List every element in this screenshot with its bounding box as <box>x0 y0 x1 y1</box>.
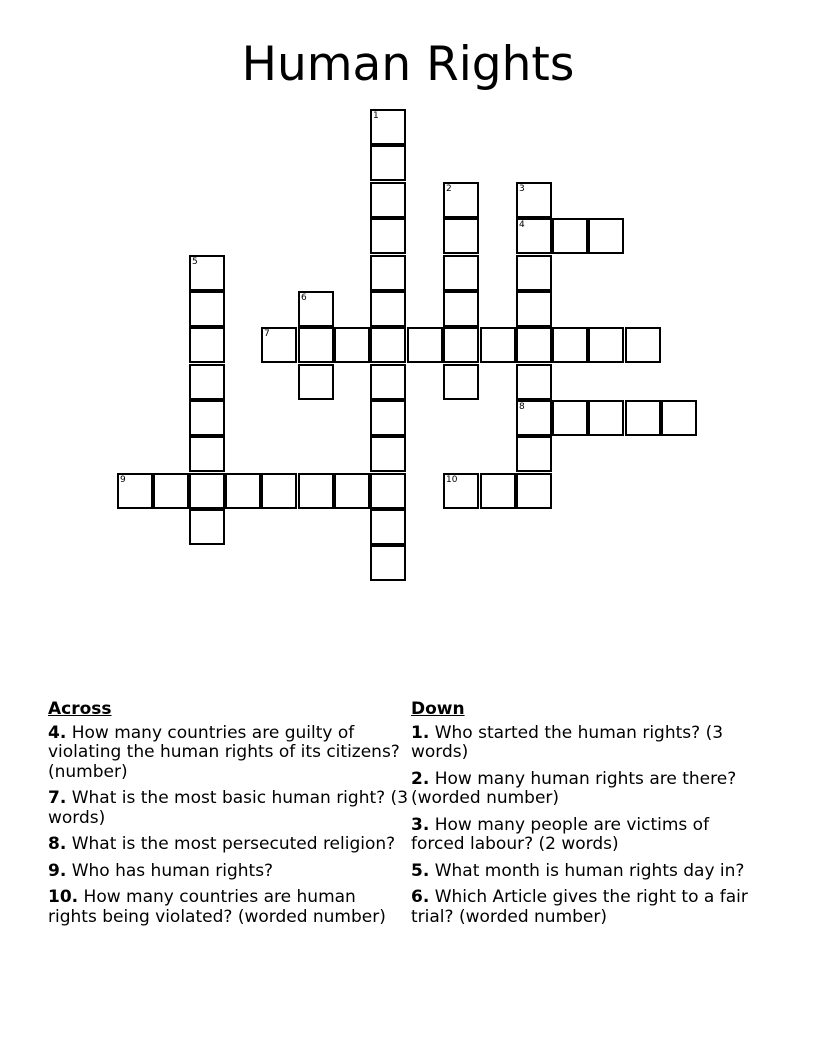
across-clue-10 <box>48 888 408 927</box>
clue-text: Who started the human rights? (3 words) <box>411 722 724 762</box>
clue-number: 6. <box>411 887 430 907</box>
grid-cell[interactable] <box>298 473 334 509</box>
grid-cell[interactable] <box>443 327 479 363</box>
grid-cell[interactable] <box>516 291 552 327</box>
grid-cell[interactable] <box>189 436 225 472</box>
across-clue-8 <box>48 835 408 855</box>
grid-cell[interactable] <box>334 473 370 509</box>
grid-cell[interactable] <box>516 218 552 254</box>
grid-cell[interactable] <box>443 473 479 509</box>
grid-cell[interactable] <box>298 364 334 400</box>
clue-text: How many countries are human rights being violated? (worded number) <box>48 887 386 927</box>
grid-cell[interactable] <box>661 400 697 436</box>
grid-cell[interactable] <box>261 473 297 509</box>
grid-cell[interactable] <box>334 327 370 363</box>
grid-cell[interactable] <box>588 327 624 363</box>
grid-cell[interactable] <box>516 327 552 363</box>
clue-number: 2. <box>411 768 430 789</box>
clue-text: What month is human rights day in? <box>434 860 745 881</box>
grid-cell[interactable] <box>552 327 588 363</box>
clue-text: What is the most persecuted religion? <box>71 834 396 854</box>
grid-cell[interactable] <box>370 255 406 291</box>
grid-cell[interactable] <box>189 509 225 545</box>
across-clue-7 <box>48 789 408 828</box>
clue-number: 3. <box>411 814 430 835</box>
grid-cell[interactable] <box>443 291 479 327</box>
grid-cell[interactable] <box>370 218 406 254</box>
grid-cell[interactable] <box>370 509 406 545</box>
grid-cell[interactable] <box>189 364 225 400</box>
grid-cell[interactable] <box>443 255 479 291</box>
grid-cell[interactable] <box>370 291 406 327</box>
across-clues <box>48 700 408 934</box>
cell-number: 7 <box>264 329 270 339</box>
grid-cell[interactable] <box>370 145 406 181</box>
clue-number: 8. <box>48 834 67 854</box>
down-clue-3 <box>411 816 761 855</box>
grid-cell[interactable] <box>189 473 225 509</box>
clue-text: How many countries are guilty of violating the human rights of its citizens? (number) <box>48 722 400 782</box>
clue-text: Which Article gives the right to a fair trial? (worded number) <box>411 887 748 927</box>
clue-text: What is the most basic human right? (3 words) <box>48 788 409 828</box>
grid-cell[interactable] <box>189 327 225 363</box>
grid-cell[interactable] <box>552 400 588 436</box>
grid-cell[interactable] <box>588 400 624 436</box>
grid-cell[interactable] <box>625 327 661 363</box>
grid-cell[interactable] <box>370 400 406 436</box>
across-heading: Across <box>48 699 112 719</box>
cell-number: 8 <box>519 402 525 412</box>
clue-text: Who has human rights? <box>71 860 274 881</box>
clue-number: 9. <box>48 860 67 881</box>
cell-number: 1 <box>373 111 379 121</box>
grid-cell[interactable] <box>516 473 552 509</box>
cell-number: 4 <box>519 220 525 230</box>
grid-cell[interactable] <box>225 473 261 509</box>
grid-cell[interactable] <box>370 545 406 581</box>
grid-cell[interactable] <box>298 327 334 363</box>
clue-number: 5. <box>411 860 430 881</box>
grid-cell[interactable] <box>480 327 516 363</box>
clue-text: How many human rights are there? (worded number) <box>411 768 737 808</box>
down-clues <box>411 700 761 934</box>
clue-text: How many people are victims of forced labour? (2 words) <box>411 814 710 854</box>
grid-cell[interactable] <box>153 473 189 509</box>
down-clue-5 <box>411 862 761 882</box>
grid-cell[interactable] <box>370 109 406 145</box>
across-clue-9 <box>48 862 408 882</box>
down-heading: Down <box>411 699 465 719</box>
grid-cell[interactable] <box>370 436 406 472</box>
grid-cell[interactable] <box>443 218 479 254</box>
grid-cell[interactable] <box>407 327 443 363</box>
grid-cell[interactable] <box>117 473 153 509</box>
grid-cell[interactable] <box>370 364 406 400</box>
down-clue-6 <box>411 888 761 927</box>
grid-cell[interactable] <box>516 364 552 400</box>
cell-number: 9 <box>120 475 126 485</box>
across-clue-4 <box>48 724 408 783</box>
cell-number: 3 <box>519 184 525 194</box>
grid-cell[interactable] <box>552 218 588 254</box>
grid-cell[interactable] <box>625 400 661 436</box>
grid-cell[interactable] <box>370 473 406 509</box>
grid-cell[interactable] <box>443 364 479 400</box>
clue-number: 10. <box>48 887 79 907</box>
grid-cell[interactable] <box>516 255 552 291</box>
grid-cell[interactable] <box>261 327 297 363</box>
grid-cell[interactable] <box>189 255 225 291</box>
clue-number: 4. <box>48 722 67 743</box>
grid-cell[interactable] <box>298 291 334 327</box>
grid-cell[interactable] <box>189 291 225 327</box>
down-clue-2 <box>411 770 761 809</box>
cell-number: 10 <box>446 475 458 485</box>
grid-cell[interactable] <box>370 327 406 363</box>
grid-cell[interactable] <box>443 182 479 218</box>
grid-cell[interactable] <box>516 436 552 472</box>
page-title: Human Rights <box>241 37 575 92</box>
grid-cell[interactable] <box>370 182 406 218</box>
cell-number: 6 <box>301 293 307 303</box>
clue-number: 1. <box>411 722 430 743</box>
grid-cell[interactable] <box>516 182 552 218</box>
clue-number: 7. <box>48 788 67 808</box>
cell-number: 2 <box>446 184 452 194</box>
grid-cell[interactable] <box>189 400 225 436</box>
cell-number: 5 <box>192 257 198 267</box>
grid-cell[interactable] <box>516 400 552 436</box>
down-clue-1 <box>411 724 761 763</box>
grid-cell[interactable] <box>588 218 624 254</box>
grid-cell[interactable] <box>480 473 516 509</box>
